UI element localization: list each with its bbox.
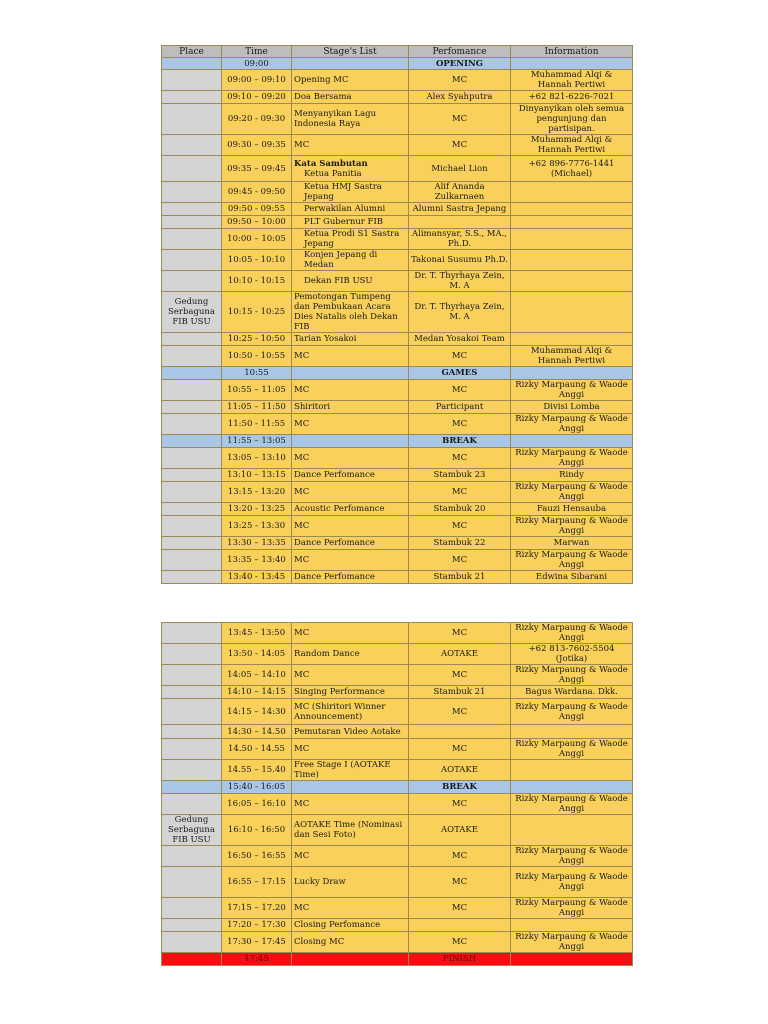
table-row [162, 503, 633, 516]
place-cell [162, 156, 222, 182]
stage-cell: Dance Perfomance [292, 469, 409, 482]
stage-cell: MC [292, 623, 409, 644]
information-cell [511, 203, 633, 216]
information-cell: Rizky Marpaung & Waode Anggi [511, 623, 633, 644]
time-cell: 14:15 – 14:30 [222, 699, 292, 725]
time-cell: 13:40 - 13:45 [222, 571, 292, 584]
information-cell: Rizky Marpaung & Waode Anggi [511, 482, 633, 503]
table-row [162, 739, 633, 760]
information-cell: Marwan [511, 537, 633, 550]
performance-cell: MC [409, 739, 511, 760]
stage-cell: Konjen Jepang di Medan [292, 250, 409, 271]
table-row [162, 346, 633, 367]
section-time: 17:45 [222, 953, 292, 966]
information-cell: Rizky Marpaung & Waode Anggi [511, 739, 633, 760]
place-cell [162, 448, 222, 469]
performance-cell: MC [409, 346, 511, 367]
time-cell: 13:25 - 13:30 [222, 516, 292, 537]
place-cell [162, 953, 222, 966]
stage-cell [292, 156, 409, 182]
table-row [162, 135, 633, 156]
time-cell: 11:50 - 11:55 [222, 414, 292, 435]
information-cell: Rizky Marpaung & Waode Anggi [511, 794, 633, 815]
stage-cell: Free Stage I (AOTAKE Time) [292, 760, 409, 781]
performance-cell: Dr. T. Thyrhaya Zein, M. A [409, 292, 511, 333]
table-row [162, 292, 633, 333]
stage-cell: MC [292, 414, 409, 435]
time-cell: 10:10 - 10:15 [222, 271, 292, 292]
stage-cell: Random Dance [292, 644, 409, 665]
time-cell: 17:30 – 17:45 [222, 932, 292, 953]
table-row [162, 623, 633, 644]
time-cell: 10:00 – 10:05 [222, 229, 292, 250]
place-cell [162, 203, 222, 216]
table-row [162, 333, 633, 346]
schedule-table-page-2 [161, 622, 633, 966]
table-row [162, 846, 633, 867]
information-cell [511, 229, 633, 250]
performance-cell: Medan Yosakoi Team [409, 333, 511, 346]
blank-cell [511, 953, 633, 966]
table-row [162, 70, 633, 91]
stage-subitem: Ketua Panitia [304, 168, 362, 179]
stage-cell: MC [292, 665, 409, 686]
table-row [162, 550, 633, 571]
information-cell: Rizky Marpaung & Waode Anggi [511, 932, 633, 953]
time-cell: 13:15 - 13:20 [222, 482, 292, 503]
section-label: FINISH [409, 953, 511, 966]
place-cell [162, 414, 222, 435]
time-cell: 14:10 – 14:15 [222, 686, 292, 699]
stage-cell: MC [292, 794, 409, 815]
performance-cell: MC [409, 104, 511, 135]
column-header: Stage's List [292, 46, 409, 58]
place-cell [162, 919, 222, 932]
section-row [162, 781, 633, 794]
performance-cell: MC [409, 448, 511, 469]
time-cell: 09:20 - 09:30 [222, 104, 292, 135]
information-cell: Rizky Marpaung & Waode Anggi [511, 414, 633, 435]
place-cell [162, 367, 222, 380]
information-cell: Rizky Marpaung & Waode Anggi [511, 898, 633, 919]
table-row [162, 401, 633, 414]
stage-cell: Singing Performance [292, 686, 409, 699]
place-cell [162, 516, 222, 537]
table-row [162, 91, 633, 104]
table-row [162, 182, 633, 203]
performance-cell: Stambuk 23 [409, 469, 511, 482]
place-cell [162, 898, 222, 919]
column-header: Time [222, 46, 292, 58]
time-cell: 16:50 – 16:55 [222, 846, 292, 867]
time-cell: 14:05 – 14:10 [222, 665, 292, 686]
performance-cell: Alumni Sastra Jepang [409, 203, 511, 216]
table-row [162, 665, 633, 686]
performance-cell: Stambuk 21 [409, 571, 511, 584]
information-cell: Dinyanyikan oleh semua pengunjung dan partisipan. [511, 104, 633, 135]
place-cell [162, 380, 222, 401]
table-row [162, 932, 633, 953]
stage-cell: Acoustic Perfomance [292, 503, 409, 516]
stage-cell: MC [292, 482, 409, 503]
performance-cell: AOTAKE [409, 644, 511, 665]
place-cell [162, 216, 222, 229]
table-row [162, 760, 633, 781]
place-cell [162, 550, 222, 571]
stage-cell: Ketua Prodi S1 Sastra Jepang [292, 229, 409, 250]
blank-cell [292, 953, 409, 966]
performance-cell [409, 216, 511, 229]
table-row [162, 229, 633, 250]
section-time: 09:00 [222, 58, 292, 70]
performance-cell: MC [409, 550, 511, 571]
table-row [162, 104, 633, 135]
table-row [162, 898, 633, 919]
performance-cell: AOTAKE [409, 815, 511, 846]
place-cell [162, 932, 222, 953]
place-cell [162, 739, 222, 760]
time-cell: 09:30 – 09:35 [222, 135, 292, 156]
performance-cell: MC [409, 380, 511, 401]
place-cell [162, 482, 222, 503]
information-cell: Muhammad Alqi & Hannah Pertiwi [511, 70, 633, 91]
time-cell: 16:55 – 17:15 [222, 867, 292, 898]
time-cell: 10:55 – 11:05 [222, 380, 292, 401]
stage-cell: PLT Gubernur FIB [292, 216, 409, 229]
table-row [162, 919, 633, 932]
table-row [162, 794, 633, 815]
information-cell [511, 182, 633, 203]
stage-cell: Dance Perfomance [292, 537, 409, 550]
performance-cell: MC [409, 794, 511, 815]
place-cell [162, 781, 222, 794]
performance-cell: Alimansyar, S.S., MA., Ph.D. [409, 229, 511, 250]
blank-cell [292, 435, 409, 448]
performance-cell: Alif Ananda Zulkarnaen [409, 182, 511, 203]
time-cell: 10:25 - 10:50 [222, 333, 292, 346]
time-cell: 10:05 - 10:10 [222, 250, 292, 271]
section-label: BREAK [409, 781, 511, 794]
stage-cell: Tarian Yosakoi [292, 333, 409, 346]
information-cell [511, 292, 633, 333]
information-cell [511, 216, 633, 229]
place-cell [162, 435, 222, 448]
section-label: OPENING [409, 58, 511, 70]
place-cell [162, 846, 222, 867]
stage-cell: MC [292, 550, 409, 571]
stage-cell: MC [292, 898, 409, 919]
time-cell: 16:10 - 16:50 [222, 815, 292, 846]
stage-cell: MC [292, 135, 409, 156]
section-time: 10:55 [222, 367, 292, 380]
place-cell [162, 250, 222, 271]
stage-cell: Lucky Draw [292, 867, 409, 898]
stage-heading: Kata Sambutan [294, 158, 368, 169]
table-row [162, 448, 633, 469]
information-cell: Rizky Marpaung & Waode Anggi [511, 699, 633, 725]
information-cell: Rizky Marpaung & Waode Anggi [511, 846, 633, 867]
performance-cell: MC [409, 414, 511, 435]
table-row [162, 699, 633, 725]
stage-cell: Closing Perfomance [292, 919, 409, 932]
place-cell [162, 867, 222, 898]
stage-cell: Perwakilan Alumni [292, 203, 409, 216]
stage-cell: Pemotongan Tumpeng dan Pembukaan Acara Dies Natalis oleh Dekan FIB [292, 292, 409, 333]
information-cell: Rizky Marpaung & Waode Anggi [511, 516, 633, 537]
table-row [162, 867, 633, 898]
time-cell: 13:05 – 13:10 [222, 448, 292, 469]
information-cell: Rindy [511, 469, 633, 482]
table-row [162, 815, 633, 846]
time-cell: 09:50 - 09:55 [222, 203, 292, 216]
performance-cell: Michael Lion [409, 156, 511, 182]
performance-cell: MC [409, 699, 511, 725]
table-row [162, 216, 633, 229]
stage-cell: MC [292, 516, 409, 537]
blank-cell [511, 781, 633, 794]
performance-cell: MC [409, 516, 511, 537]
performance-cell: MC [409, 932, 511, 953]
place-cell [162, 469, 222, 482]
information-cell [511, 919, 633, 932]
place-cell [162, 725, 222, 739]
information-cell: +62 813-7602-5504 (Jotika) [511, 644, 633, 665]
stage-cell: MC (Shiritori Winner Announcement) [292, 699, 409, 725]
time-cell: 13:10 – 13:15 [222, 469, 292, 482]
blank-cell [292, 781, 409, 794]
section-row [162, 58, 633, 70]
stage-cell: Ketua HMJ Sastra Jepang [292, 182, 409, 203]
performance-cell: Stambuk 21 [409, 686, 511, 699]
place-cell: Gedung Serbaguna FIB USU [162, 292, 222, 333]
time-cell: 13:20 - 13:25 [222, 503, 292, 516]
time-cell: 17:15 – 17.20 [222, 898, 292, 919]
time-cell: 09:10 – 09:20 [222, 91, 292, 104]
stage-cell: Menyanyikan Lagu Indonesia Raya [292, 104, 409, 135]
place-cell [162, 401, 222, 414]
information-cell: Edwina Sibarani [511, 571, 633, 584]
place-cell [162, 537, 222, 550]
stage-cell: Doa Bersama [292, 91, 409, 104]
performance-cell: MC [409, 867, 511, 898]
performance-cell: MC [409, 70, 511, 91]
information-cell: Muhammad Alqi & Hannah Pertiwi [511, 346, 633, 367]
place-cell [162, 503, 222, 516]
section-row [162, 367, 633, 380]
place-cell [162, 104, 222, 135]
table-row [162, 380, 633, 401]
stage-cell: MC [292, 346, 409, 367]
information-cell: Bagus Wardana. Dkk. [511, 686, 633, 699]
place-cell [162, 271, 222, 292]
blank-cell [292, 367, 409, 380]
table-row [162, 516, 633, 537]
place-cell [162, 699, 222, 725]
place-cell [162, 623, 222, 644]
time-cell: 09:00 – 09:10 [222, 70, 292, 91]
time-cell: 10:15 - 10:25 [222, 292, 292, 333]
place-cell [162, 58, 222, 70]
information-cell: Rizky Marpaung & Waode Anggi [511, 867, 633, 898]
performance-cell: Alex Syahputra [409, 91, 511, 104]
time-cell: 13:50 - 14:05 [222, 644, 292, 665]
information-cell: Muhammad Alqi & Hannah Pertiwi [511, 135, 633, 156]
place-cell [162, 182, 222, 203]
place-cell [162, 70, 222, 91]
place-cell [162, 686, 222, 699]
column-header: Place [162, 46, 222, 58]
time-cell: 14:30 – 14.50 [222, 725, 292, 739]
information-cell [511, 250, 633, 271]
place-cell [162, 135, 222, 156]
performance-cell: Takonai Susumu Ph.D. [409, 250, 511, 271]
blank-cell [511, 367, 633, 380]
blank-cell [511, 435, 633, 448]
time-cell: 13:45 - 13:50 [222, 623, 292, 644]
performance-cell: MC [409, 623, 511, 644]
table-row [162, 571, 633, 584]
section-row [162, 435, 633, 448]
information-cell: Divisi Lomba [511, 401, 633, 414]
place-cell [162, 333, 222, 346]
time-cell: 09:45 - 09:50 [222, 182, 292, 203]
time-cell: 14.55 – 15.40 [222, 760, 292, 781]
section-label: BREAK [409, 435, 511, 448]
information-cell [511, 333, 633, 346]
place-cell [162, 571, 222, 584]
performance-cell [409, 725, 511, 739]
table-row [162, 250, 633, 271]
table-row [162, 725, 633, 739]
performance-cell: Stambuk 22 [409, 537, 511, 550]
stage-cell: MC [292, 739, 409, 760]
time-cell: 11:05 – 11:50 [222, 401, 292, 414]
place-cell [162, 760, 222, 781]
information-cell: Rizky Marpaung & Waode Anggi [511, 665, 633, 686]
table-row [162, 482, 633, 503]
time-cell: 10:50 - 10:55 [222, 346, 292, 367]
time-cell: 16:05 – 16:10 [222, 794, 292, 815]
stage-cell: Dance Perfomance [292, 571, 409, 584]
stage-cell: AOTAKE Time (Nominasi dan Sesi Foto) [292, 815, 409, 846]
place-cell [162, 665, 222, 686]
table-row [162, 203, 633, 216]
stage-cell: MC [292, 448, 409, 469]
place-cell [162, 794, 222, 815]
performance-cell: Dr. T. Thyrhaya Zein, M. A [409, 271, 511, 292]
table-row [162, 686, 633, 699]
information-cell [511, 815, 633, 846]
table-row [162, 156, 633, 182]
finish-row [162, 953, 633, 966]
performance-cell [409, 919, 511, 932]
performance-cell: Participant [409, 401, 511, 414]
column-header: Perfomance [409, 46, 511, 58]
table-row [162, 537, 633, 550]
performance-cell: MC [409, 482, 511, 503]
stage-cell: MC [292, 846, 409, 867]
information-cell: Fauzi Hensauba [511, 503, 633, 516]
schedule-table-page-1 [161, 45, 633, 584]
stage-cell: Dekan FIB USU [292, 271, 409, 292]
blank-cell [511, 58, 633, 70]
stage-cell: Pemutaran Video Aotake [292, 725, 409, 739]
place-cell: Gedung Serbaguna FIB USU [162, 815, 222, 846]
stage-cell: MC [292, 380, 409, 401]
stage-cell: Opening MC [292, 70, 409, 91]
section-time: 15:40 - 16:05 [222, 781, 292, 794]
table-row [162, 414, 633, 435]
section-time: 11:55 – 13:05 [222, 435, 292, 448]
performance-cell: MC [409, 135, 511, 156]
performance-cell: MC [409, 898, 511, 919]
stage-cell: Closing MC [292, 932, 409, 953]
information-cell [511, 271, 633, 292]
time-cell: 17:20 – 17:30 [222, 919, 292, 932]
information-cell: Rizky Marpaung & Waode Anggi [511, 550, 633, 571]
information-cell: +62 821-6226-7021 [511, 91, 633, 104]
place-cell [162, 229, 222, 250]
time-cell: 09:35 – 09:45 [222, 156, 292, 182]
performance-cell: MC [409, 846, 511, 867]
table-row [162, 271, 633, 292]
information-cell [511, 725, 633, 739]
performance-cell: MC [409, 665, 511, 686]
information-cell: Rizky Marpaung & Waode Anggi [511, 448, 633, 469]
performance-cell: Stambuk 20 [409, 503, 511, 516]
time-cell: 14.50 - 14.55 [222, 739, 292, 760]
section-label: GAMES [409, 367, 511, 380]
information-cell: Rizky Marpaung & Waode Anggi [511, 380, 633, 401]
place-cell [162, 644, 222, 665]
table-row [162, 644, 633, 665]
information-cell: +62 896-7776-1441 (Michael) [511, 156, 633, 182]
time-cell: 09:50 – 10:00 [222, 216, 292, 229]
place-cell [162, 91, 222, 104]
table-row [162, 469, 633, 482]
stage-cell: Shiritori [292, 401, 409, 414]
information-cell [511, 760, 633, 781]
time-cell: 13:35 – 13:40 [222, 550, 292, 571]
column-header: Information [511, 46, 633, 58]
time-cell: 13:30 – 13:35 [222, 537, 292, 550]
table-header-row [162, 46, 633, 58]
place-cell [162, 346, 222, 367]
blank-cell [292, 58, 409, 70]
performance-cell: AOTAKE [409, 760, 511, 781]
